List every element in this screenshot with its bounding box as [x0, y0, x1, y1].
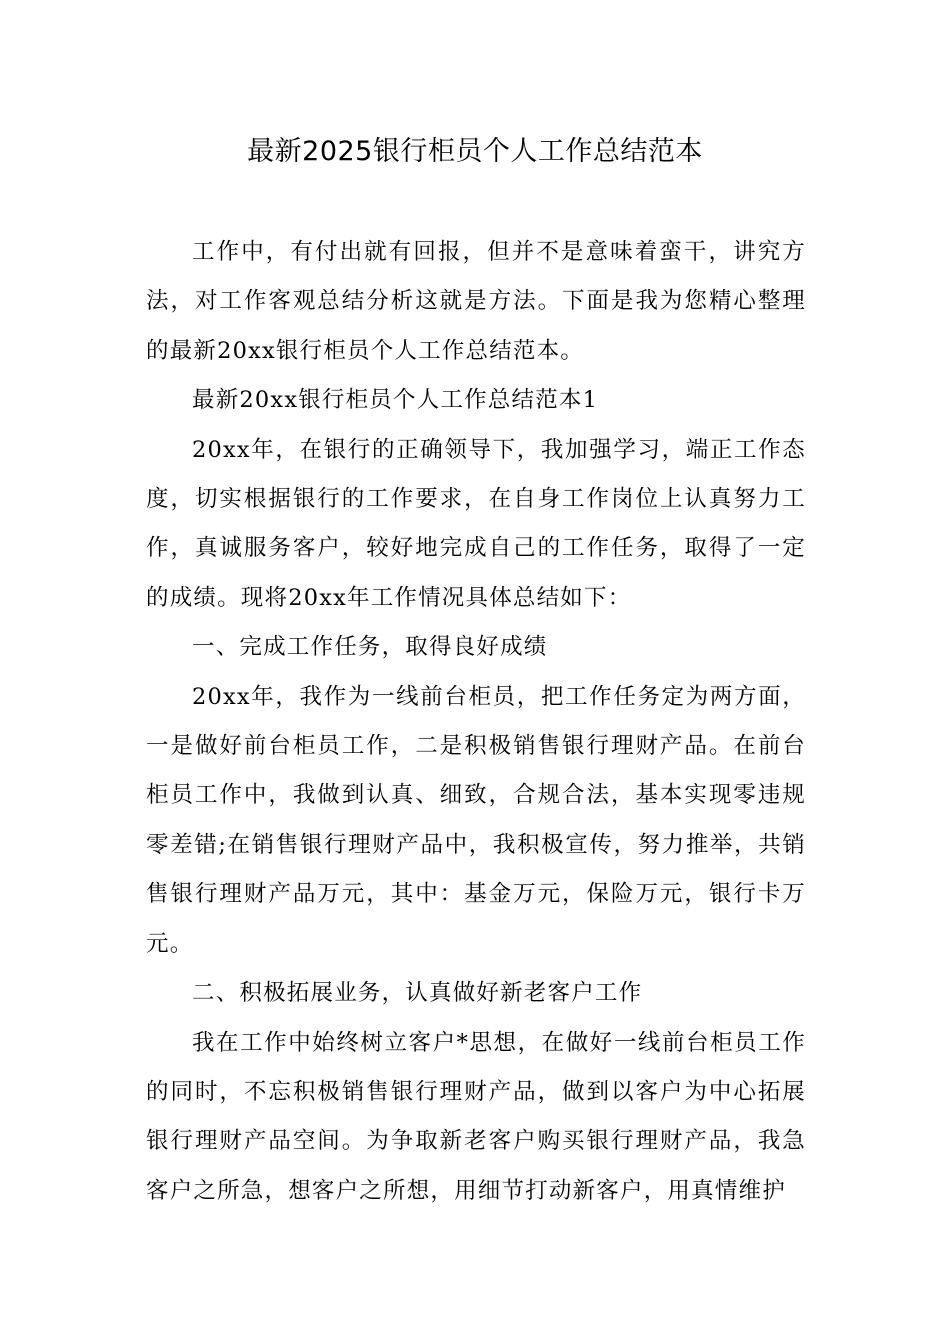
section-title: 最新20xx银行柜员个人工作总结范本1: [192, 387, 599, 414]
customers-paragraph: 我在工作中始终树立客户*思想，在做好一线前台柜员工作的同时，不忘积极销售银行理财产品，做到以客户为中心拓展银行理财产品空间。为争取新老客户购买银行理财产品，我急客户之所急，想客户之所想，用细节打动新客户，用真情维护: [146, 1029, 806, 1204]
tasks-paragraph: 20xx年，我作为一线前台柜员，把工作任务定为两方面，一是做好前台柜员工作，二是积极销售银行理财产品。在前台柜员工作中，我做到认真、细致，合规合法，基本实现零违规零差错;在销售银行理财产品中，我积极宣传，努力推举，共销售银行理财产品万元，其中：基金万元，保险万元，银行卡万元。: [146, 683, 806, 957]
document-body: [146, 228, 806, 1216]
summary-paragraph: 20xx年，在银行的正确领导下，我加强学习，端正工作态度，切实根据银行的工作要求，在自身工作岗位上认真努力工作，真诚服务客户，较好地完成自己的工作任务，取得了一定的成绩。现将20xx年工作情况具体总结如下：: [146, 436, 806, 611]
document-title: 最新2025银行柜员个人工作总结范本: [247, 136, 703, 167]
intro-paragraph: 工作中，有付出就有回报，但并不是意味着蛮干，讲究方法，对工作客观总结分析这就是方法。下面是我为您精心整理的最新20xx银行柜员个人工作总结范本。: [146, 239, 806, 364]
subheading-tasks: 一、完成工作任务，取得良好成绩: [192, 634, 548, 661]
subheading-customers: 二、积极拓展业务，认真做好新老客户工作: [192, 980, 643, 1007]
